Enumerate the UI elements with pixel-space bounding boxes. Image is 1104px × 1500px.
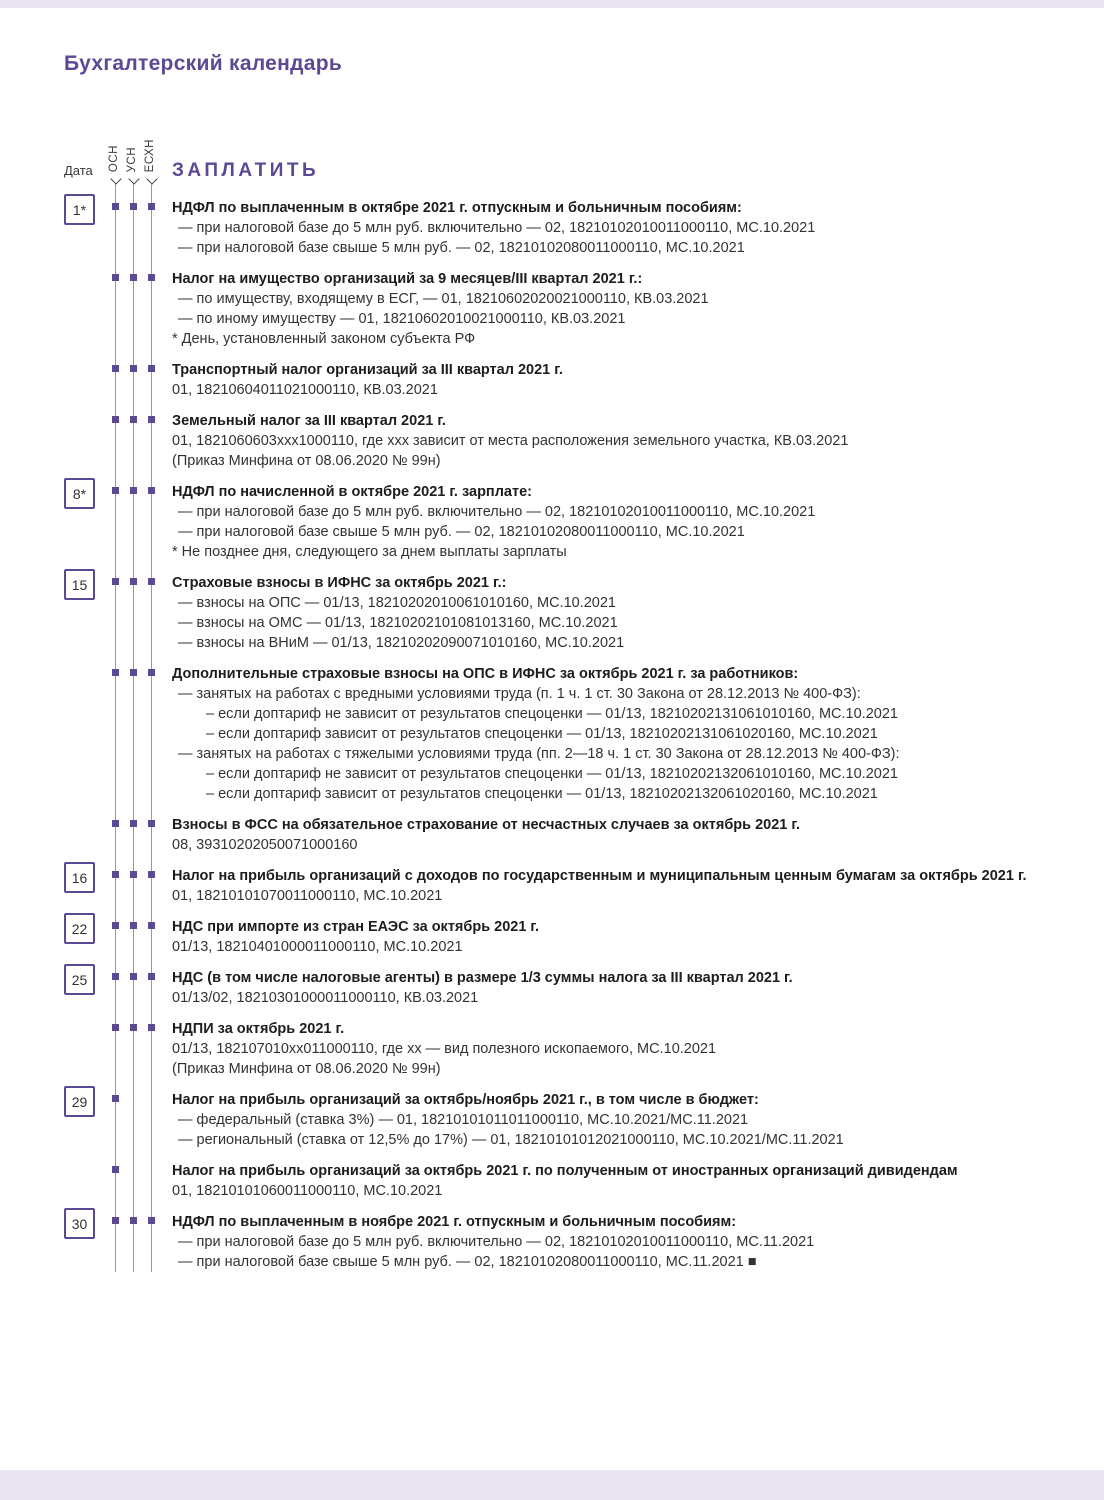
page-title: Бухгалтерский календарь [64,52,343,75]
entry-detail-line: 08, 39310202050071000160 [172,837,358,853]
calendar-entry [64,968,1076,1008]
entry-text [172,1090,1032,1150]
regime-mark-usn [130,416,137,423]
entry-detail-line: — федеральный (ставка 3%) — 01, 18210101011011000110, МС.10.2021/МС.11.2021 [178,1112,749,1128]
regime-marks [112,578,172,590]
regime-mark-eshn [148,416,155,423]
entry-detail-line: – если доптариф не зависит от результатов спецоценки — 01/13, 18210202131061010160, МС.10.2021 [206,706,898,722]
calendar-entry [64,1212,1076,1272]
entry-title: Налог на имущество организаций за 9 месяцев/III квартал 2021 г.: [172,271,643,287]
entry-detail-line: (Приказ Минфина от 08.06.2020 № 99н) [172,1061,441,1077]
regime-marks [112,1166,172,1178]
calendar-entry [64,269,1076,349]
entry-detail-line: — региональный (ставка от 12,5% до 17%) — 01, 18210101012021000110, МС.10.2021/МС.11.2021 [178,1132,844,1148]
calendar-header [64,138,1076,184]
entry-title: НДС (в том числе налоговые агенты) в размере 1/3 суммы налога за III квартал 2021 г. [172,970,793,986]
date-box: 16 [64,862,95,893]
regime-mark-osn [112,922,119,929]
date-box: 29 [64,1086,95,1117]
regime-mark-usn [130,1217,137,1224]
regime-mark-osn [112,274,119,281]
entry-detail-line: — взносы на ОМС — 01/13, 18210202101081013160, МС.10.2021 [178,615,618,631]
regime-mark-osn [112,416,119,423]
entry-detail-line: 01, 18210604011021000110, КВ.03.2021 [172,382,438,398]
calendar-entry [64,573,1076,653]
regime-marks [112,487,172,499]
date-box: 8* [64,478,95,509]
regime-mark-usn [130,274,137,281]
entry-text [172,411,1032,471]
entry-detail-line: — занятых на работах с вредными условиями труда (п. 1 ч. 1 ст. 30 Закона от 28.12.2013 № 400-ФЗ): [178,686,861,702]
calendar-entry [64,1019,1076,1079]
date-cell [64,573,112,600]
entry-detail-line: — при налоговой базе до 5 млн руб. включительно — 02, 18210102010011000110, МС.10.2021 [178,504,816,520]
entry-title: Взносы в ФСС на обязательное страхование от несчастных случаев за октябрь 2021 г. [172,817,800,833]
entry-title: НДФЛ по выплаченным в октябре 2021 г. отпускным и больничным пособиям: [172,200,742,216]
entry-text [172,482,1032,562]
regime-mark-usn [130,578,137,585]
regime-marks [112,1217,172,1229]
regime-mark-eshn [148,1217,155,1224]
regime-mark-osn [112,578,119,585]
entry-text [172,664,1032,804]
entry-detail-line: * Не позднее дня, следующего за днем выплаты зарплаты [172,544,567,560]
entry-detail-line: — занятых на работах с тяжелыми условиями труда (пп. 2—18 ч. 1 ст. 30 Закона от 28.12.2013 № 400-ФЗ): [178,746,900,762]
payment-calendar [64,138,1076,1283]
column-label-usn: УСН [126,146,138,172]
date-cell [64,482,112,509]
regime-mark-eshn [148,487,155,494]
entry-detail-line: — при налоговой базе свыше 5 млн руб. — 02, 18210102080011000110, МС.10.2021 [178,240,745,256]
regime-mark-eshn [148,871,155,878]
entry-detail-line: — при налоговой базе свыше 5 млн руб. — 02, 18210102080011000110, МС.10.2021 [178,524,745,540]
entry-title: НДФЛ по выплаченным в ноябре 2021 г. отпускным и больничным пособиям: [172,1214,737,1230]
date-cell [64,1212,112,1239]
regime-mark-osn [112,1217,119,1224]
regime-marks [112,820,172,832]
regime-marks [112,871,172,883]
entry-detail-line: 01/13, 182107010хх011000110, где хх — вид полезного ископаемого, МС.10.2021 [172,1041,717,1057]
regime-mark-eshn [148,922,155,929]
entry-detail-line: — взносы на ОПС — 01/13, 18210202010061010160, МС.10.2021 [178,595,616,611]
regime-mark-usn [130,487,137,494]
date-box: 15 [64,569,95,600]
entry-text [172,968,1032,1008]
regime-marks [112,416,172,428]
regime-mark-eshn [148,578,155,585]
date-column-label: Дата [64,163,93,178]
regime-marks [112,203,172,215]
entry-title: НДФЛ по начисленной в октябре 2021 г. зарплате: [172,484,532,500]
regime-mark-usn [130,669,137,676]
date-cell [64,198,112,225]
regime-mark-osn [112,1166,119,1173]
regime-mark-eshn [148,1024,155,1031]
regime-marks [112,365,172,377]
entry-title: Налог на прибыль организаций за октябрь/ноябрь 2021 г., в том числе в бюджет: [172,1092,759,1108]
regime-mark-eshn [148,365,155,372]
entry-text [172,1161,1032,1201]
entry-title: НДС при импорте из стран ЕАЭС за октябрь 2021 г. [172,919,540,935]
entry-detail-line: 01, 18210101070011000110, МС.10.2021 [172,888,443,904]
regime-mark-osn [112,1024,119,1031]
entry-title: Дополнительные страховые взносы на ОПС в ИФНС за октябрь 2021 г. за работников: [172,666,799,682]
regime-marks [112,973,172,985]
entry-detail-line: 01/13/02, 18210301000011000110, КВ.03.2021 [172,990,479,1006]
date-cell [64,917,112,944]
entry-title: Страховые взносы в ИФНС за октябрь 2021 г.: [172,575,507,591]
regime-mark-osn [112,365,119,372]
regime-mark-usn [130,365,137,372]
section-header-pay: ЗАПЛАТИТЬ [172,160,320,181]
entry-detail-line: * День, установленный законом субъекта РФ [172,331,476,347]
entry-text [172,866,1032,906]
calendar-entry [64,917,1076,957]
calendar-entry [64,664,1076,804]
date-cell [64,866,112,893]
entry-detail-line: 01, 1821060603ххх1000110, где ххх зависит от места расположения земельного участка, КВ.03.2021 [172,433,849,449]
regime-mark-osn [112,669,119,676]
date-cell [64,1090,112,1117]
entry-detail-line: — при налоговой базе до 5 млн руб. включительно — 02, 18210102010011000110, МС.11.2021 [178,1234,815,1250]
entry-text [172,1019,1032,1079]
chevron-down-icon [146,173,157,184]
calendar-entry [64,1090,1076,1150]
top-strip [0,0,1104,8]
entry-detail-line: — при налоговой базе свыше 5 млн руб. — 02, 18210102080011000110, МС.11.2021 ■ [178,1254,757,1270]
calendar-entry [64,866,1076,906]
regime-mark-osn [112,820,119,827]
regime-mark-eshn [148,669,155,676]
entry-detail-line: — по иному имуществу — 01, 18210602010021000110, КВ.03.2021 [178,311,626,327]
calendar-entry [64,198,1076,258]
chevron-down-icon [110,173,121,184]
entry-detail-line: — взносы на ВНиМ — 01/13, 18210202090071010160, МС.10.2021 [178,635,625,651]
entry-text [172,573,1032,653]
entry-title: НДПИ за октябрь 2021 г. [172,1021,345,1037]
entry-text [172,815,1032,855]
bottom-strip [0,1470,1104,1500]
entry-title: Налог на прибыль организаций с доходов по государственным и муниципальным ценным бумагам за октябрь 2021 г. [172,868,1027,884]
date-box: 22 [64,913,95,944]
column-label-eshn: ЕСХН [144,138,156,172]
column-label-osn: ОСН [108,144,120,172]
regime-mark-eshn [148,274,155,281]
entry-detail-line: – если доптариф зависит от результатов спецоценки — 01/13, 18210202132061020160, МС.10.2021 [206,786,878,802]
date-cell [64,968,112,995]
regime-marks [112,274,172,286]
regime-mark-usn [130,973,137,980]
entry-detail-line: — по имуществу, входящему в ЕСГ, — 01, 18210602020021000110, КВ.03.2021 [178,291,709,307]
entry-title: Налог на прибыль организаций за октябрь 2021 г. по полученным от иностранных организаций дивидендам [172,1163,958,1179]
regime-marks [112,922,172,934]
regime-mark-usn [130,1024,137,1031]
regime-mark-eshn [148,203,155,210]
date-box: 1* [64,194,95,225]
regime-mark-eshn [148,820,155,827]
entry-title: Транспортный налог организаций за III квартал 2021 г. [172,362,563,378]
entry-detail-line: – если доптариф зависит от результатов спецоценки — 01/13, 18210202131061020160, МС.10.2021 [206,726,878,742]
regime-mark-osn [112,487,119,494]
calendar-entry [64,360,1076,400]
regime-mark-usn [130,820,137,827]
regime-mark-eshn [148,973,155,980]
regime-mark-usn [130,871,137,878]
entry-text [172,198,1032,258]
date-box: 30 [64,1208,95,1239]
regime-mark-osn [112,1095,119,1102]
regime-mark-usn [130,203,137,210]
entry-text [172,1212,1032,1272]
regime-marks [112,1095,172,1107]
regime-marks [112,1024,172,1036]
entry-detail-line: 01/13, 18210401000011000110, МС.10.2021 [172,939,463,955]
regime-mark-osn [112,871,119,878]
entry-detail-line: — при налоговой базе до 5 млн руб. включительно — 02, 18210102010011000110, МС.10.2021 [178,220,816,236]
entry-text [172,360,1032,400]
calendar-entry [64,482,1076,562]
entry-text [172,269,1032,349]
entry-text [172,917,1032,957]
calendar-entry [64,815,1076,855]
regime-mark-osn [112,203,119,210]
date-box: 25 [64,964,95,995]
entry-title: Земельный налог за III квартал 2021 г. [172,413,446,429]
entry-detail-line: – если доптариф не зависит от результатов спецоценки — 01/13, 18210202132061010160, МС.10.2021 [206,766,898,782]
calendar-entry [64,1161,1076,1201]
entry-detail-line: 01, 18210101060011000110, МС.10.2021 [172,1183,443,1199]
chevron-down-icon [128,173,139,184]
regime-mark-osn [112,973,119,980]
entry-detail-line: (Приказ Минфина от 08.06.2020 № 99н) [172,453,441,469]
entries-list [64,184,1076,1272]
calendar-entry [64,411,1076,471]
regime-marks [112,669,172,681]
regime-mark-usn [130,922,137,929]
